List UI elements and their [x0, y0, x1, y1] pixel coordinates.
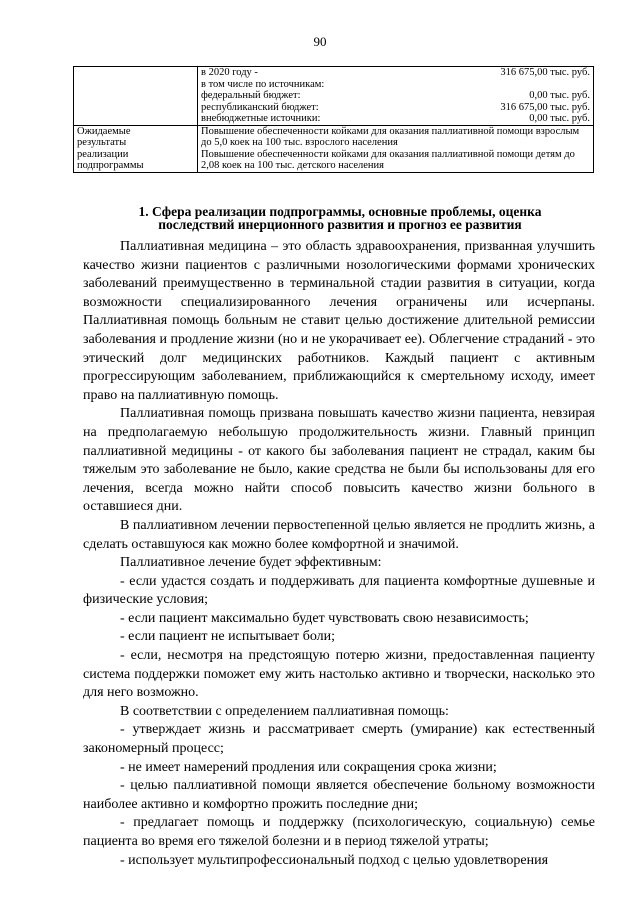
- table-row: [74, 67, 594, 126]
- expected-label-line: результаты: [77, 137, 127, 148]
- list-item: - если, несмотря на предстоящую потерю жизни, предоставленная пациенту система поддержки поможет ему жить настолько активно и творчески, насколько это для него возможно.: [83, 648, 595, 701]
- paragraph: Паллиативное лечение будет эффективным:: [120, 555, 382, 571]
- expected-result: Повышение обеспеченности койками для оказания паллиативной помощи детям до 2,08 коек на 100 тыс. детского населения: [201, 148, 575, 171]
- paragraph: В паллиативном лечении первостепенной целью является не продлить жизнь, а сделать оставшуюся как можно более комфортной и значимой.: [83, 517, 595, 552]
- list-item: - предлагает помощь и поддержку (психологическую, социальную) семье пациента во время его тяжелой болезни и в период тяжелой утраты;: [83, 815, 595, 849]
- republic-label: республиканский бюджет:: [201, 101, 319, 113]
- list-item: - если пациент максимально будет чувствовать свою независимость;: [120, 610, 529, 626]
- table-cell-results: [198, 125, 594, 172]
- list-item: - если пациент не испытывает боли;: [120, 629, 336, 645]
- expected-label-line: подпрограммы: [77, 160, 144, 171]
- sources-label: в том числе по источникам:: [201, 78, 325, 90]
- paragraph: Паллиативная медицина – это область здравоохранения, призванная улучшить качество жизни пациентов с различными нозологическими формами хронических заболеваний преимущественно в терминальной стадии развития в ситуации, когда возможности специализированного лечения ограничены или исчерпаны. Паллиативная помощь больным не ставит целью достижение длительной ремиссии заболевания и продление жизни (но и не укорачивает ее). Облегчение страданий - это этический долг медицинских работников. Каждый пациент с активным прогрессирующим заболеванием, приближающийся к смертельному исходу, имеет право на паллиативную помощь.: [83, 239, 595, 403]
- expected-label-line: Ожидаемые: [77, 125, 131, 137]
- finance-table: [73, 66, 594, 173]
- republic-value: 316 675,00 тыс. руб.: [500, 101, 590, 113]
- list-item: - использует мультипрофессиональный подход с целью удовлетворения: [120, 852, 549, 868]
- table-cell-expected-label: [74, 125, 198, 172]
- year-label: в 2020 году -: [201, 67, 258, 78]
- section-heading: 1. Сфера реализации подпрограммы, основные проблемы, оценка последствий инерционного развития и прогноз ее развития: [138, 204, 542, 232]
- list-item: - не имеет намерений продления или сокращения срока жизни;: [120, 759, 497, 775]
- funding-line: [201, 90, 590, 102]
- offbudget-value: 0,00 тыс. руб.: [529, 113, 590, 124]
- federal-label: федеральный бюджет:: [201, 90, 301, 101]
- expected-label-line: реализации: [77, 148, 129, 160]
- paragraph: Паллиативная помощь призвана повышать качество жизни пациента, невзирая на предполагаемую небольшую продолжительность жизни. Главный принцип паллиативной медицины - от какого бы заболевания пациент не страдал, каким бы тяжелым это заболевание не было, какие средства не были бы использованы для его лечения, всегда можно найти способ повысить качество жизни больного в оставшиеся дни.: [83, 406, 595, 515]
- table-row: [74, 125, 594, 172]
- list-item: - утверждает жизнь и рассматривает смерть (умирание) как естественный закономерный процесс;: [83, 722, 595, 757]
- table-cell-funding: [198, 67, 594, 126]
- page-number: 90: [313, 34, 327, 49]
- table-cell-empty: [74, 67, 198, 126]
- expected-result: Повышение обеспеченности койками для оказания паллиативной помощи взрослым до 5,0 коек на 100 тыс. взрослого населения: [201, 125, 580, 148]
- federal-value: 0,00 тыс. руб.: [529, 90, 590, 101]
- funding-line: [201, 113, 590, 125]
- list-item: - целью паллиативной помощи является обеспечение больному возможности наиболее активно и комфортно прожить последние дни;: [83, 778, 595, 812]
- funding-line: [201, 102, 590, 114]
- list-item: - если удастся создать и поддерживать для пациента комфортные душевные и физические условия;: [83, 573, 595, 608]
- year-value: 316 675,00 тыс. руб.: [500, 67, 590, 78]
- funding-line: [201, 67, 590, 79]
- paragraph: В соответствии с определением паллиативная помощь:: [120, 703, 449, 719]
- body-text: [83, 238, 595, 870]
- offbudget-label: внебюджетные источники:: [201, 113, 321, 124]
